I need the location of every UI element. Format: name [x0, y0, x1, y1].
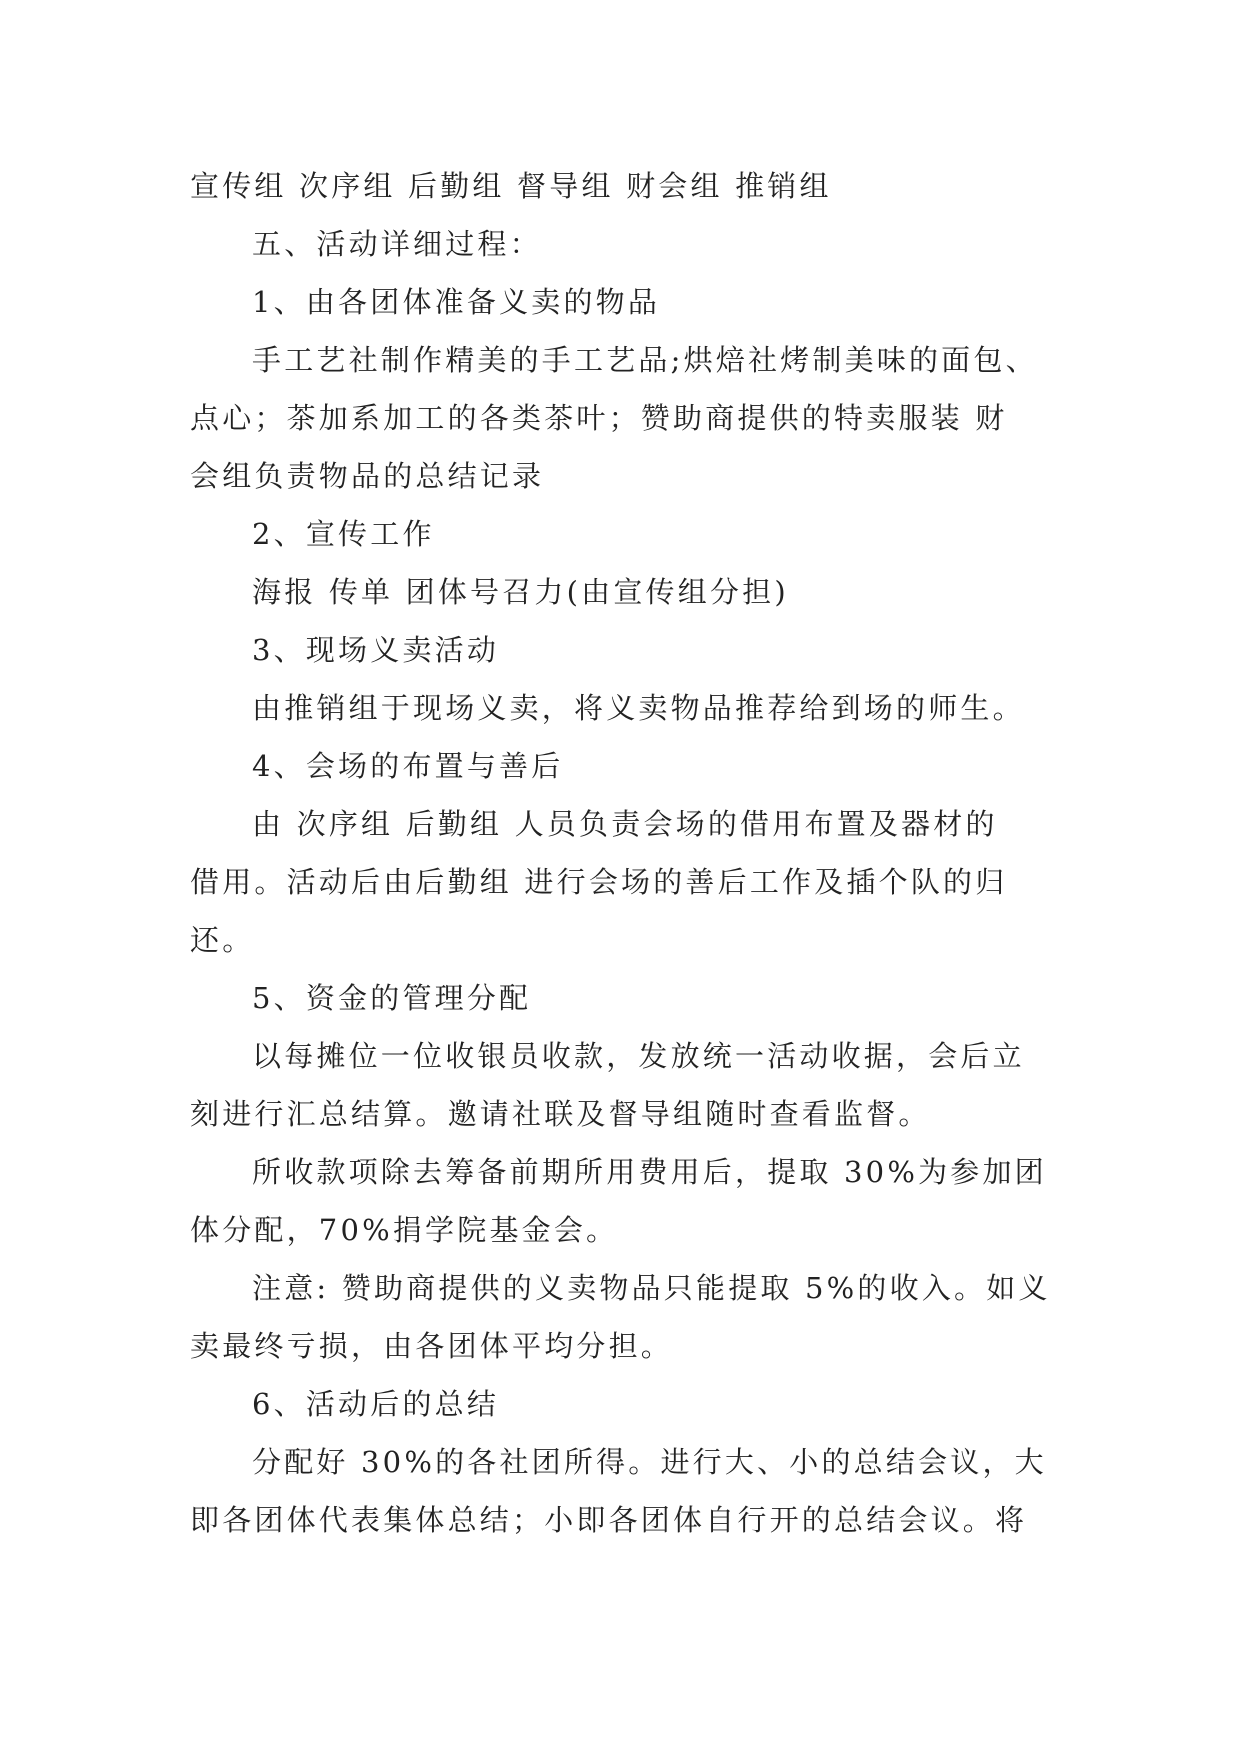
paragraph-line: 会组负责物品的总结记录: [190, 459, 545, 493]
item-heading-1: 1、由各团体准备义卖的物品: [252, 285, 661, 319]
item-heading-6: 6、活动后的总结: [252, 1387, 500, 1421]
paragraph-line: 点心；茶加系加工的各类茶叶；赞助商提供的特卖服装 财: [190, 401, 1008, 435]
paragraph-line: 海报 传单 团体号召力(由宣传组分担): [252, 575, 789, 609]
paragraph-line: 分配好 30%的各社团所得。进行大、小的总结会议，大: [252, 1445, 1047, 1479]
paragraph-line: 借用。活动后由后勤组 进行会场的善后工作及插个队的归: [190, 865, 1008, 899]
paragraph-line: 由推销组于现场义卖，将义卖物品推荐给到场的师生。: [252, 691, 1025, 725]
item-heading-5: 5、资金的管理分配: [252, 981, 532, 1015]
paragraph-line: 卖最终亏损，由各团体平均分担。: [190, 1329, 674, 1363]
paragraph-line: 以每摊位一位收银员收款，发放统一活动收据，会后立: [252, 1039, 1025, 1073]
paragraph-line: 由 次序组 后勤组 人员负责会场的借用布置及器材的: [252, 807, 998, 841]
paragraph-line: 刻进行汇总结算。邀请社联及督导组随时查看监督。: [190, 1097, 931, 1131]
item-heading-2: 2、宣传工作: [252, 517, 435, 551]
paragraph-line: 手工艺社制作精美的手工艺品;烘焙社烤制美味的面包、: [252, 343, 1038, 377]
paragraph-line: 所收款项除去筹备前期所用费用后，提取 30%为参加团: [252, 1155, 1047, 1189]
paragraph-line: 还。: [190, 923, 255, 957]
paragraph-line: 即各团体代表集体总结；小即各团体自行开的总结会议。将: [190, 1503, 1028, 1537]
item-heading-3: 3、现场义卖活动: [252, 633, 500, 667]
paragraph-line-note: 注意: 赞助商提供的义卖物品只能提取 5%的收入。如义: [252, 1271, 1051, 1305]
section-heading-5: 五、活动详细过程：: [252, 227, 542, 261]
item-heading-4: 4、会场的布置与善后: [252, 749, 564, 783]
paragraph-line: 体分配，70%捐学院基金会。: [190, 1213, 619, 1247]
text-line-groups: 宣传组 次序组 后勤组 督导组 财会组 推销组: [190, 169, 832, 203]
